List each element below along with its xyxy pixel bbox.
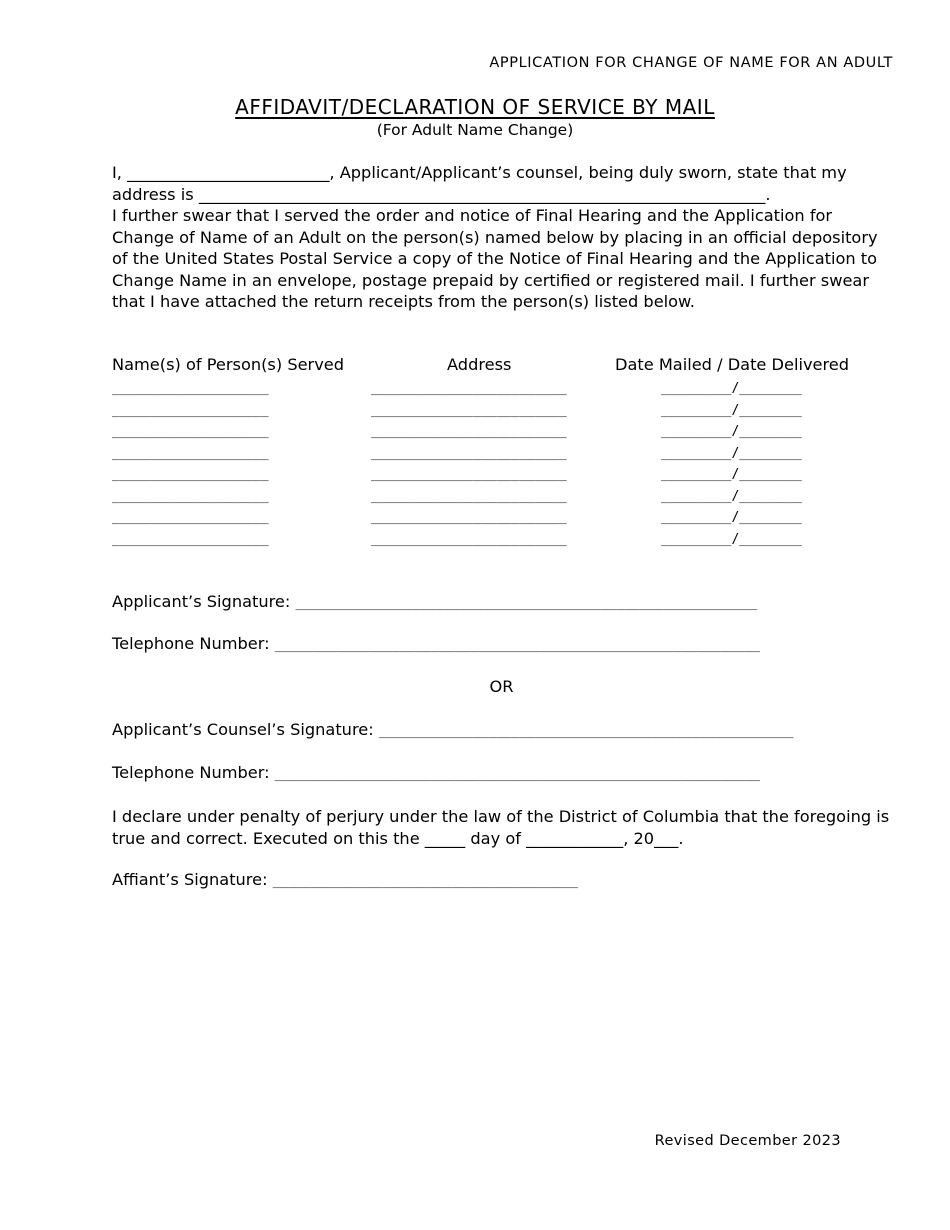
form-header-label: APPLICATION FOR CHANGE OF NAME FOR AN ADULT [489,55,893,71]
revision-date: Revised December 2023 [654,1133,841,1149]
intro-line: of the United States Postal Service a copy of the Notice of Final Hearing and the Application to [112,249,878,268]
intro-line: Change of Name of an Adult on the person(s) named below by placing in an official depository [112,227,878,247]
address-blank[interactable]: _________________________ [371,402,567,418]
counsel-signature-label: Applicant’s Counsel’s Signature: [112,720,374,739]
declaration-paragraph [112,806,902,849]
applicant-telephone-label: Telephone Number: [112,634,270,653]
person-name-blank[interactable]: ____________________ [112,445,269,461]
person-name-blank[interactable]: ____________________ [112,531,269,547]
intro-paragraph [112,162,902,313]
table-row [112,465,872,487]
person-name-blank[interactable]: ____________________ [112,381,269,396]
counsel-telephone-label: Telephone Number: [112,763,270,782]
affiant-signature-blank[interactable]: _______________________________________ [272,874,578,889]
intro-line: address is ______________________________________________________________________. [112,184,771,204]
counsel-telephone-blank[interactable]: ______________________________________________________________ [274,767,760,782]
person-name-blank[interactable]: ____________________ [112,510,269,525]
table-row [112,444,872,466]
applicant-telephone-field [112,634,760,653]
declaration-line: I declare under penalty of perjury under the law of the District of Columbia that the foregoing is [112,807,890,826]
table-row [112,487,872,509]
date-blank[interactable]: _________/________ [661,402,802,418]
person-name-blank[interactable]: ____________________ [112,402,269,418]
intro-line: I, _________________________, Applicant/Applicant’s counsel, being duly sworn, state that my [112,163,847,182]
table-row [112,530,872,552]
table-row [112,422,872,444]
intro-line: I further swear that I served the order and notice of Final Hearing and the Application for [112,206,833,225]
applicant-telephone-blank[interactable]: ______________________________________________________________ [274,638,760,653]
table-row [112,508,872,530]
counsel-telephone-field [112,763,760,782]
document-subtitle: (For Adult Name Change) [376,121,574,139]
service-table-rows [112,379,872,551]
date-blank[interactable]: _________/________ [661,381,802,396]
address-blank[interactable]: _________________________ [371,381,567,396]
address-blank[interactable]: _________________________ [371,424,567,439]
date-blank[interactable]: _________/________ [661,531,802,547]
counsel-signature-blank[interactable]: _____________________________________________________ [378,724,794,739]
applicant-signature-label: Applicant’s Signature: [112,592,291,611]
address-blank[interactable]: _________________________ [371,467,567,482]
date-blank[interactable]: _________/________ [661,510,802,525]
date-blank[interactable]: _________/________ [661,424,802,439]
document-title: AFFIDAVIT/DECLARATION OF SERVICE BY MAIL [235,95,715,119]
affiant-signature-field [112,870,578,889]
affiant-signature-label: Affiant’s Signature: [112,870,268,889]
address-blank[interactable]: _________________________ [371,510,567,525]
date-blank[interactable]: _________/________ [661,467,802,482]
intro-line: Change Name in an envelope, postage prepaid by certified or registered mail. I further swear [112,270,870,290]
column-header-address: Address [447,355,512,374]
person-name-blank[interactable]: ____________________ [112,424,269,439]
table-row [112,401,872,423]
counsel-signature-field [112,720,794,739]
address-blank[interactable]: _________________________ [371,488,567,504]
column-header-name: Name(s) of Person(s) Served [112,355,345,374]
or-separator: OR [489,677,514,696]
date-blank[interactable]: _________/________ [661,488,802,504]
address-blank[interactable]: _________________________ [371,445,567,461]
applicant-signature-blank[interactable]: ___________________________________________________________ [295,596,758,611]
person-name-blank[interactable]: ____________________ [112,488,269,504]
address-blank[interactable]: _________________________ [371,531,567,547]
applicant-signature-field [112,592,757,611]
column-header-date: Date Mailed / Date Delivered [615,355,850,374]
declaration-line: true and correct. Executed on this the _____ day of ____________, 20___. [112,828,684,848]
date-blank[interactable]: _________/________ [661,445,802,461]
person-name-blank[interactable]: ____________________ [112,467,269,482]
intro-line: that I have attached the return receipts from the person(s) listed below. [112,292,695,311]
table-row [112,379,872,401]
